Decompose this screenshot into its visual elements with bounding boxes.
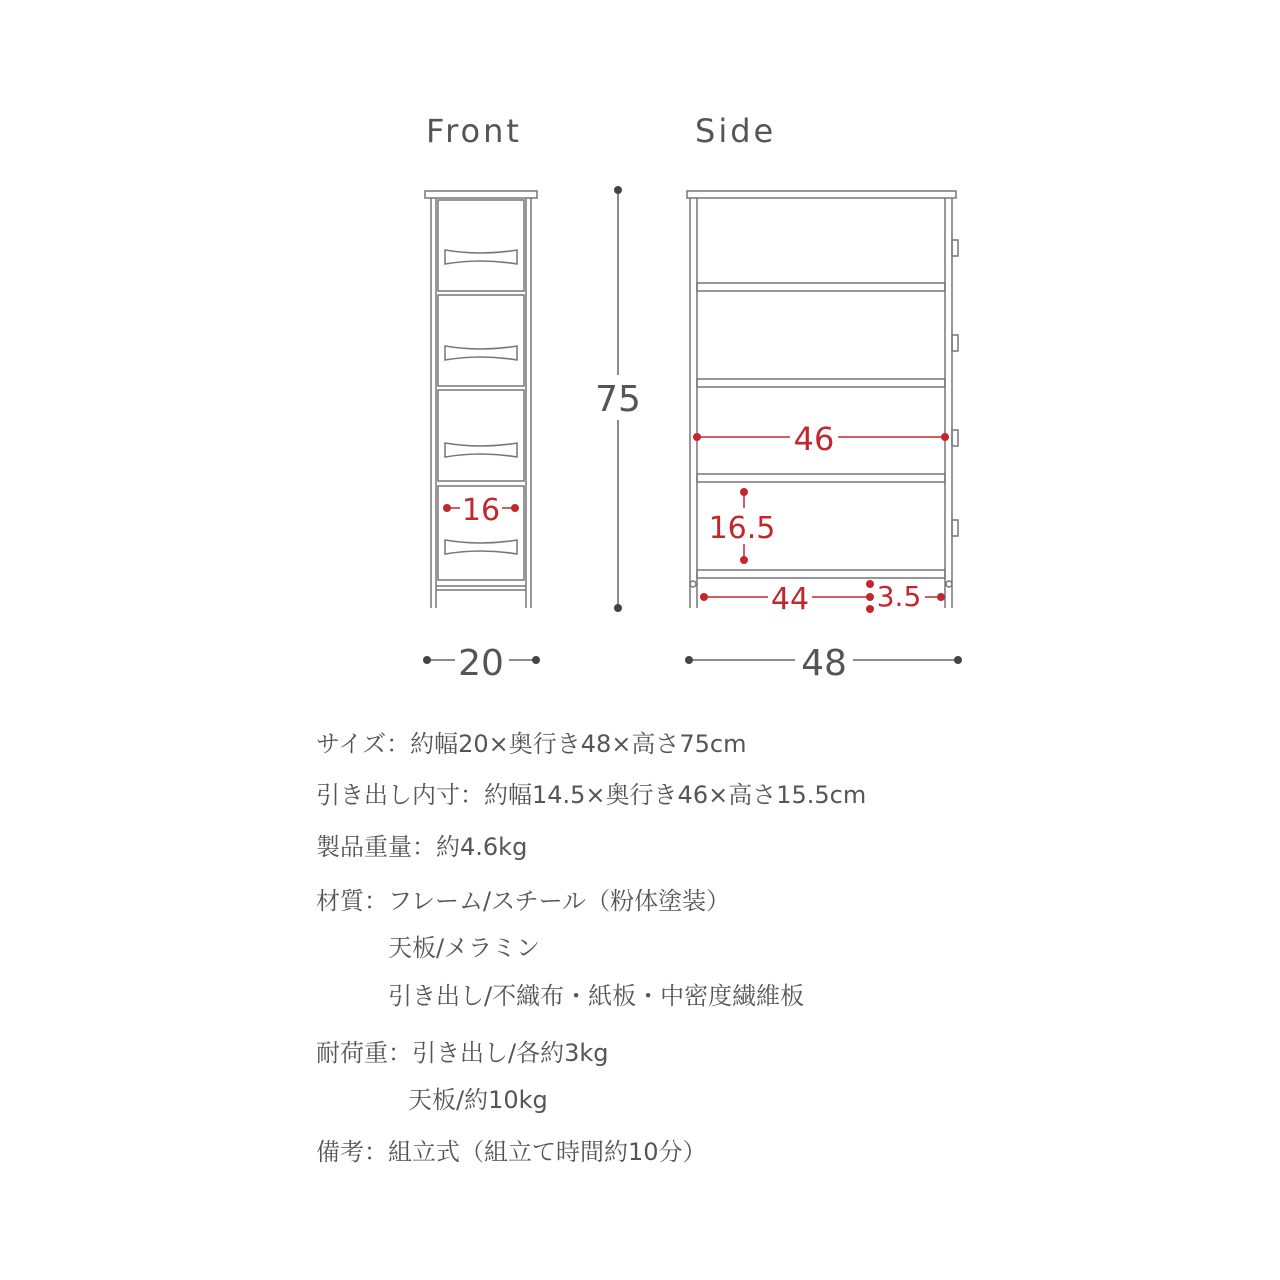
drawer-height-dimension <box>709 488 776 564</box>
front-view-drawing <box>425 191 537 608</box>
drawer-3 <box>438 390 524 481</box>
drawer-handle-4 <box>445 540 517 554</box>
front-view-title: Front <box>426 112 522 150</box>
drawer-handle-1 <box>445 250 517 264</box>
spec-notes: 備考：組立式（組立て時間約10分） <box>316 1138 707 1166</box>
drawer-height-label: 16.5 <box>708 511 776 546</box>
spec-load-drawer: 耐荷重：引き出し/各約3kg <box>316 1039 609 1067</box>
side-handle-1 <box>952 240 958 256</box>
spec-material-drawer: 引き出し/不織布・紙板・中密度繊維板 <box>388 982 805 1010</box>
front-top-board <box>425 191 537 198</box>
side-rail-3 <box>697 474 945 482</box>
front-width-label: 20 <box>458 643 504 684</box>
height-label: 75 <box>595 379 641 420</box>
side-rail-4 <box>697 570 945 578</box>
drawer-width-dimension <box>443 493 519 528</box>
spec-material-top: 天板/メラミン <box>388 934 541 962</box>
front-width-dimension <box>423 643 540 684</box>
drawer-2 <box>438 295 524 386</box>
side-rail-2 <box>697 379 945 387</box>
spec-load-top: 天板/約10kg <box>408 1086 548 1114</box>
side-rail-1 <box>697 283 945 291</box>
height-dimension <box>595 186 641 612</box>
spec-size: サイズ：約幅20×奥行き48×高さ75cm <box>316 730 747 758</box>
spec-material-frame: 材質：フレーム/スチール（粉体塗装） <box>316 887 731 915</box>
drawer-width-label: 16 <box>461 493 501 528</box>
spec-weight: 製品重量：約4.6kg <box>316 833 528 861</box>
side-depth-dimension <box>685 643 962 684</box>
leg-offset-dimension <box>877 580 945 613</box>
drawer-handle-3 <box>445 443 517 457</box>
drawer-handle-2 <box>445 346 517 360</box>
side-top-board <box>687 191 956 198</box>
bottom-depth-dimension <box>700 580 874 617</box>
side-handle-2 <box>952 335 958 351</box>
side-depth-label: 48 <box>801 643 847 684</box>
side-handle-3 <box>952 430 958 446</box>
drawer-depth-dimension <box>693 420 949 458</box>
spec-drawer-inner: 引き出し内寸：約幅14.5×奥行き46×高さ15.5cm <box>316 781 867 809</box>
side-foot-rear <box>946 581 952 587</box>
bottom-depth-label: 44 <box>770 582 810 617</box>
drawer-1 <box>438 200 524 291</box>
side-handle-4 <box>952 520 958 536</box>
side-foot-front <box>690 581 696 587</box>
side-view-title: Side <box>695 112 777 150</box>
drawer-depth-label: 46 <box>793 420 835 458</box>
leg-offset-label: 3.5 <box>876 580 922 613</box>
